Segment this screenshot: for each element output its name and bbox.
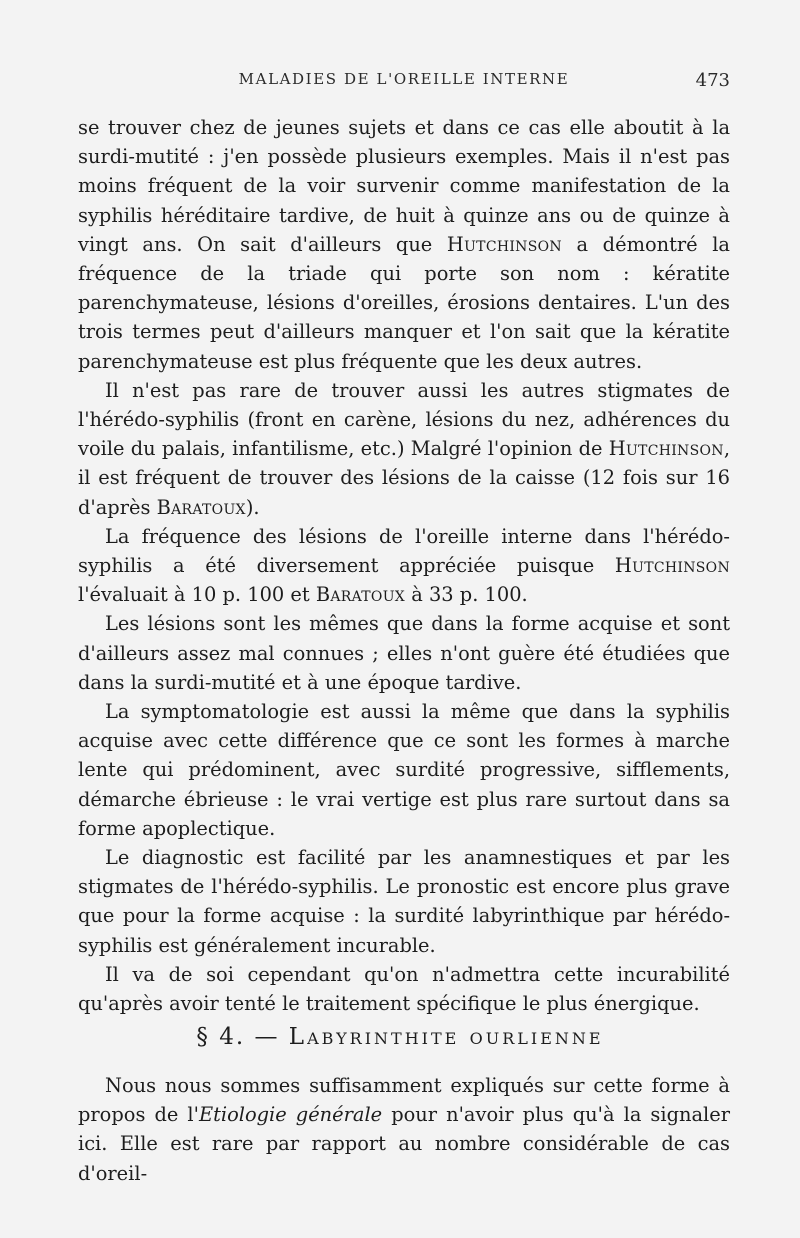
author-name: Baratoux xyxy=(156,495,246,519)
paragraph-3: La fréquence des lésions de l'oreille interne dans l'hérédo-syphilis a été diversement appréciée puisque Hutchinson l'évaluait à 10 p. 100 et Baratoux à 33 p. 100. xyxy=(78,524,730,607)
cross-reference: Etiologie générale xyxy=(198,1103,383,1127)
author-name: Hutchinson xyxy=(446,232,562,256)
paragraph-2: Il n'est pas rare de trouver aussi les autres stigmates de l'hérédo-syphilis (front en carène, lésions du nez, adhérences du voile du palais, infantilisme, etc.) Malgré l'opinion de Hutchinson, il est fréquent de trouver des lésions de la caisse (12 fois sur 16 d'après Baratoux). xyxy=(78,378,730,519)
section-heading xyxy=(0,1024,800,1050)
author-name: Baratoux xyxy=(315,583,406,607)
section-title: Labyrinthite ourlienne xyxy=(288,1024,604,1050)
section-number: § 4. — xyxy=(196,1024,289,1050)
section-body xyxy=(78,1071,730,1188)
paragraph-1: se trouver chez de jeunes sujets et dans ce cas elle aboutit à la surdi-mutité : j'en possède plusieurs exemples. Mais il n'est pas moins fréquent de la voir survenir comme manifestation de la syphilis héréditaire tardive, de huit à quinze ans ou de quinze à vingt ans. On sait d'ailleurs que Hutchinson a démontré la fréquence de la triade qui porte son nom : kératite parenchymateuse, lésions d'oreilles, érosions dentaires. L'un des trois termes peut d'ailleurs manquer et l'on sait que la kératite parenchymateuse est plus fréquente que les deux autres. xyxy=(78,116,730,373)
running-title: MALADIES DE L'OREILLE INTERNE xyxy=(238,70,570,88)
running-header xyxy=(78,70,730,96)
author-name: Hutchinson xyxy=(614,554,730,578)
page-number: 473 xyxy=(695,70,730,91)
body-text xyxy=(78,113,730,1018)
paragraph-5: La symptomatologie est aussi la même que dans la syphilis acquise avec cette différence que ce sont les formes à marche lente qui prédominent, avec surdité progressive, sifflements, démarche ébrieuse : le vrai vertige est plus rare surtout dans sa forme apoplectique. xyxy=(78,700,730,840)
paragraph-6: Le diagnostic est facilité par les anamnestiques et par les stigmates de l'hérédo-syphilis. Le pronostic est encore plus grave que pour la forme acquise : la surdité labyrinthique par hérédo-syphilis est généralement incurable. xyxy=(78,846,730,957)
paragraph-4: Les lésions sont les mêmes que dans la forme acquise et sont d'ailleurs assez mal connues ; elles n'ont guère été étudiées que dans la surdi-mutité et à une époque tardive. xyxy=(78,612,730,694)
paragraph-7: Il va de soi cependant qu'on n'admettra cette incurabilité qu'après avoir tenté le traitement spécifique le plus énergique. xyxy=(78,962,730,1016)
paragraph-8: Nous nous sommes suffisamment expliqués sur cette forme à propos de l'Etiologie générale pour n'avoir plus qu'à la signaler ici. Elle est rare par rapport au nombre considérable de cas d'oreil- xyxy=(78,1074,730,1185)
author-name: Hutchinson xyxy=(608,437,724,461)
